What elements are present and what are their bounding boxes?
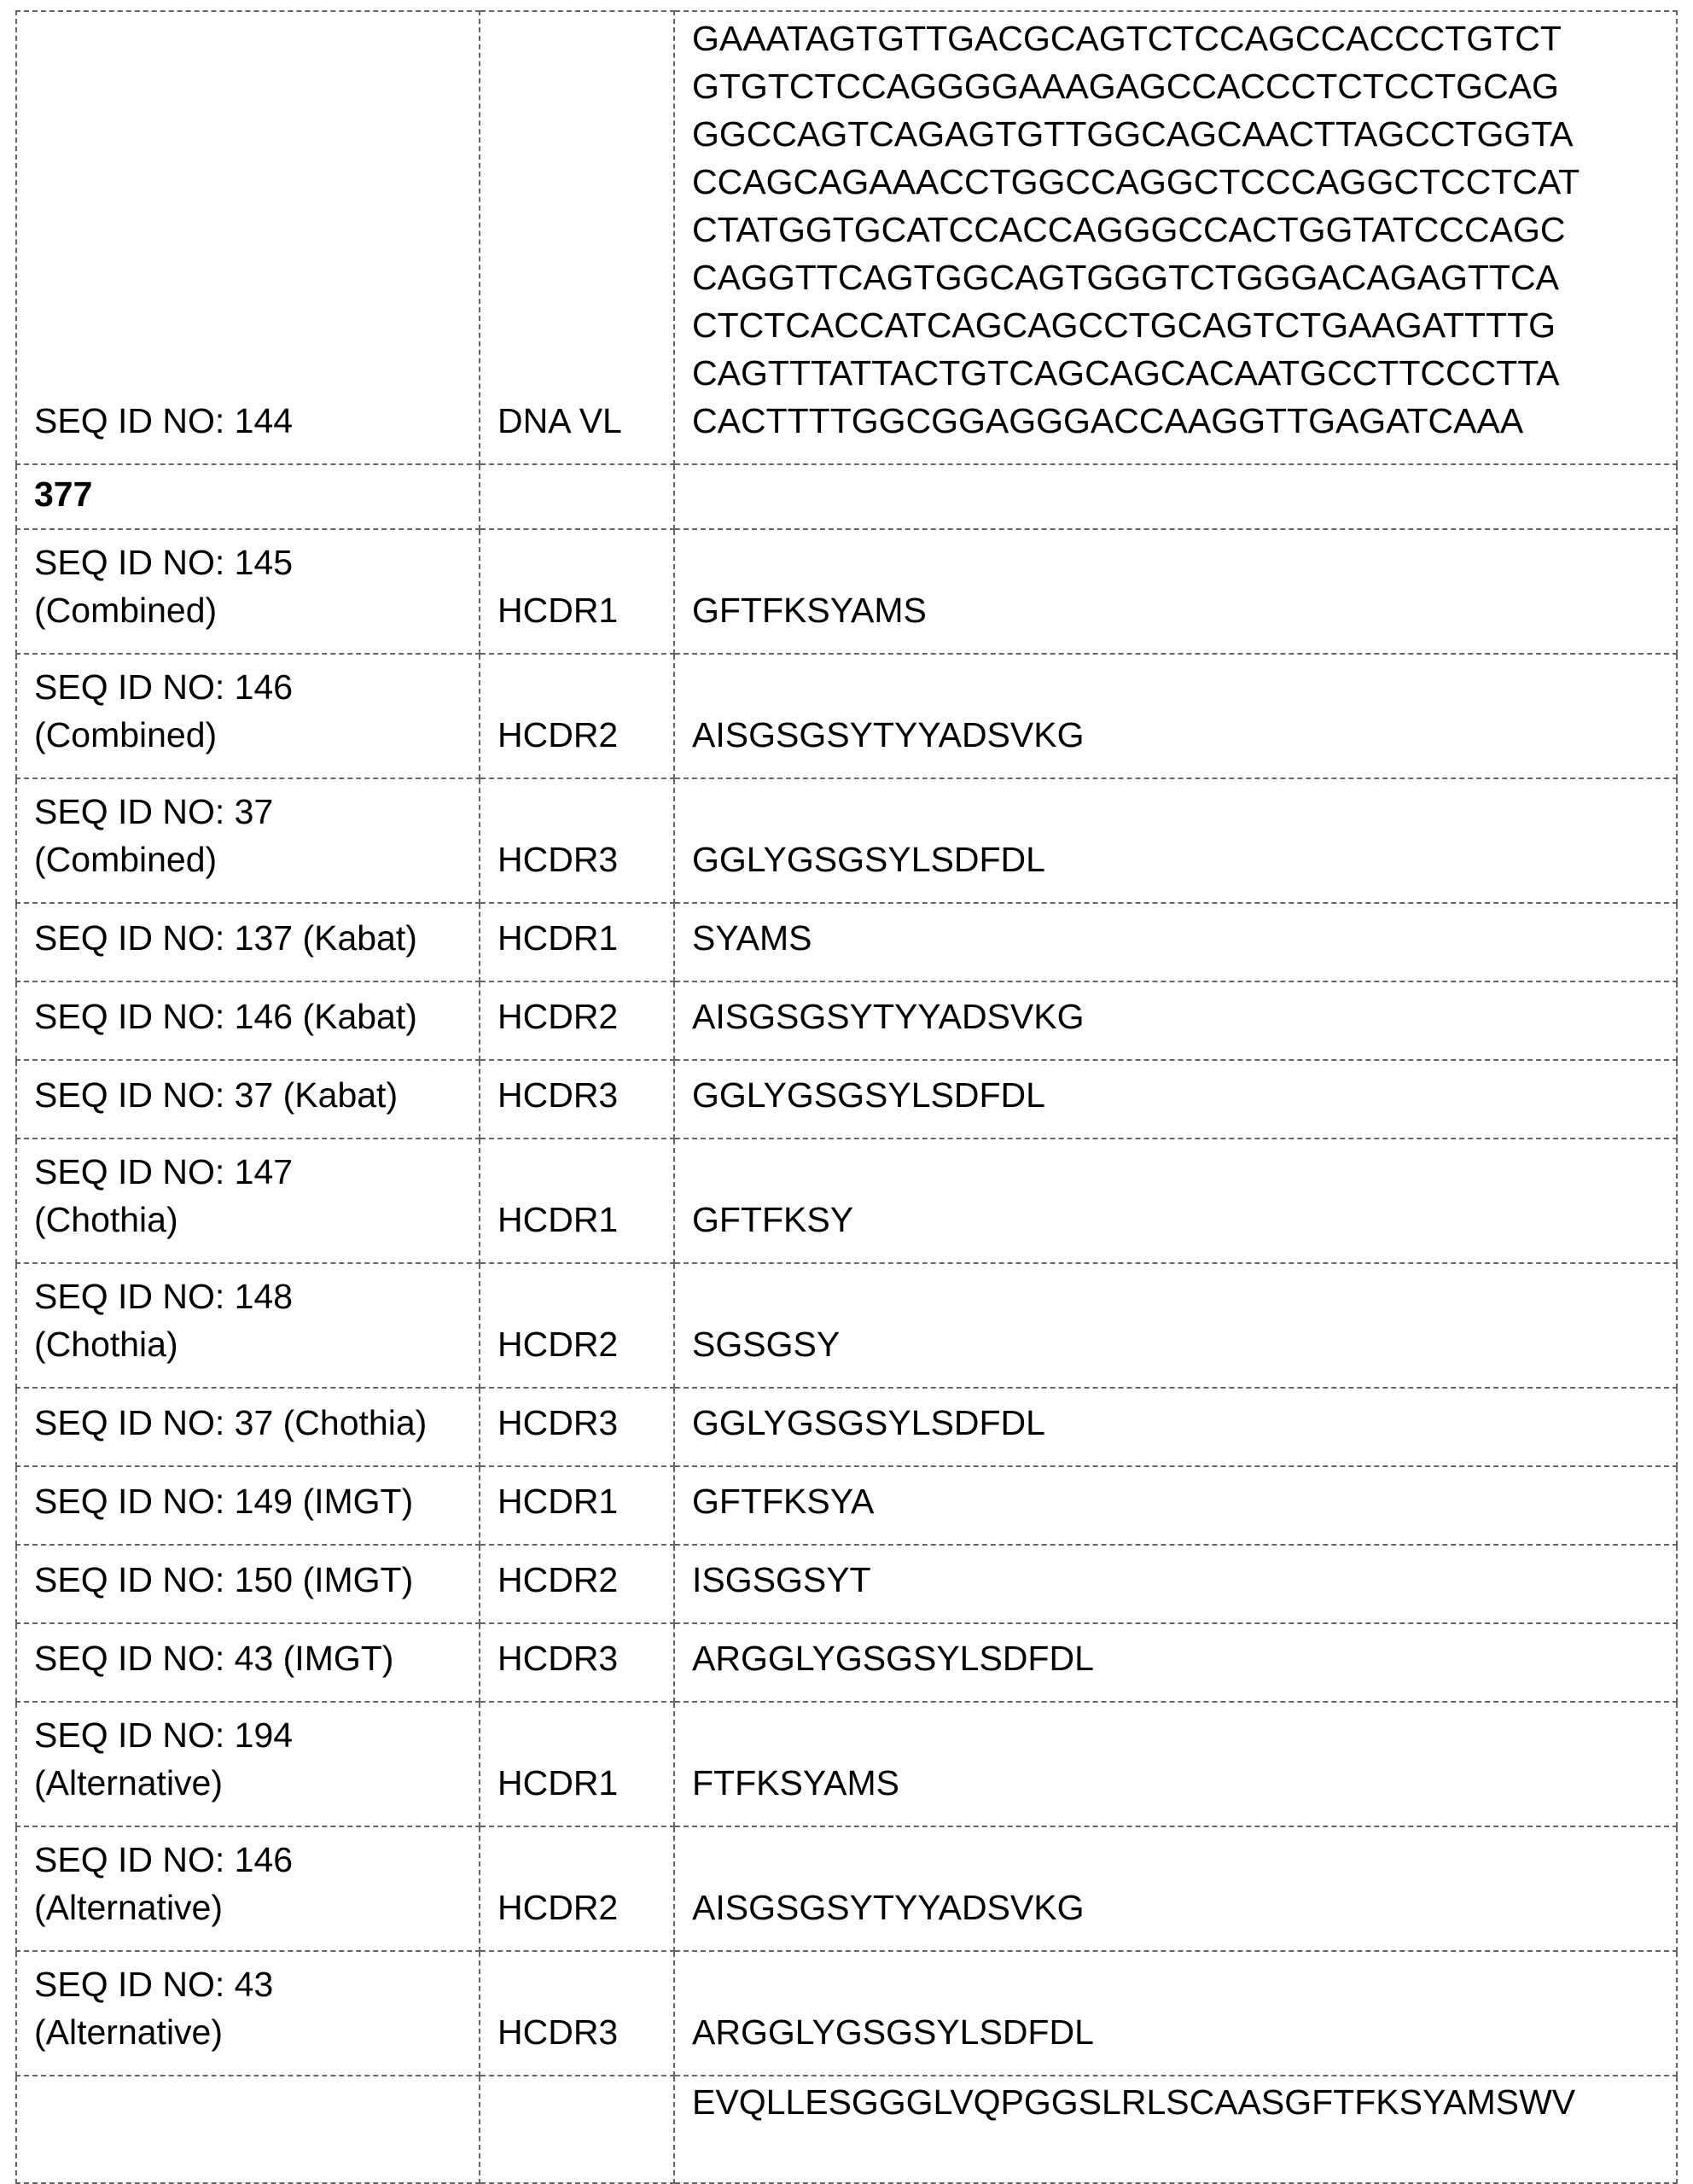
sequence-cell: EVQLLESGGGLVQPGGSLRLSCAASGFTFKSYAMSWV xyxy=(674,2076,1677,2183)
table-row xyxy=(16,1951,1677,2076)
region-type-cell: HCDR2 xyxy=(480,981,674,1060)
numbering-scheme: (Alternative) xyxy=(34,1759,462,1807)
table-row-dna-vl xyxy=(16,11,1677,464)
table-row xyxy=(16,1060,1677,1139)
seq-id-cell xyxy=(16,981,480,1060)
seq-id: SEQ ID NO: 149 (IMGT) xyxy=(34,1477,462,1525)
seq-id: SEQ ID NO: 147 xyxy=(34,1148,462,1196)
empty-cell xyxy=(674,464,1677,529)
numbering-scheme: (Combined) xyxy=(34,711,462,759)
sequence-cell: GGLYGSGSYLSDFDL xyxy=(674,1388,1677,1466)
seq-id-cell xyxy=(16,1466,480,1545)
table-row xyxy=(16,1623,1677,1702)
sequence-cell: GGLYGSGSYLSDFDL xyxy=(674,778,1677,903)
section-header: 377 xyxy=(16,464,480,529)
seq-id: SEQ ID NO: 146 xyxy=(34,663,462,711)
table-row xyxy=(16,654,1677,778)
sequence-cell: SGSGSY xyxy=(674,1263,1677,1388)
region-type-cell: HCDR2 xyxy=(480,654,674,778)
sequence-table xyxy=(15,10,1678,2184)
table-row xyxy=(16,529,1677,654)
numbering-scheme: (Chothia) xyxy=(34,1320,462,1368)
seq-id: SEQ ID NO: 146 xyxy=(34,1836,462,1884)
seq-id-cell xyxy=(16,1139,480,1263)
region-type-cell: HCDR3 xyxy=(480,1951,674,2076)
seq-id-cell xyxy=(16,1951,480,2076)
seq-id-cell xyxy=(16,903,480,981)
sequence-cell xyxy=(674,11,1677,464)
dna-sequence-line: CCAGCAGAAACCTGGCCAGGCTCCCAGGCTCCTCAT xyxy=(692,158,1659,206)
dna-sequence-line: GGCCAGTCAGAGTGTTGGCAGCAACTTAGCCTGGTA xyxy=(692,110,1659,158)
seq-id-cell xyxy=(16,1623,480,1702)
table-row xyxy=(16,1139,1677,1263)
seq-id-cell xyxy=(16,1263,480,1388)
region-type-cell: HCDR1 xyxy=(480,529,674,654)
sequence-cell: GFTFKSY xyxy=(674,1139,1677,1263)
region-type-cell: HCDR3 xyxy=(480,778,674,903)
table-row xyxy=(16,981,1677,1060)
table-row xyxy=(16,778,1677,903)
sequence-cell: GFTFKSYA xyxy=(674,1466,1677,1545)
seq-id: SEQ ID NO: 137 (Kabat) xyxy=(34,914,462,962)
empty-cell xyxy=(480,464,674,529)
dna-sequence-line: CACTTTTGGCGGAGGGACCAAGGTTGAGATCAAA xyxy=(692,397,1659,445)
seq-id-cell xyxy=(16,529,480,654)
region-type-cell: HCDR3 xyxy=(480,1623,674,1702)
sequence-cell: ISGSGSYT xyxy=(674,1545,1677,1623)
section-header-row xyxy=(16,464,1677,529)
region-type-cell: HCDR1 xyxy=(480,1702,674,1826)
region-type-cell: HCDR3 xyxy=(480,1388,674,1466)
numbering-scheme: (Chothia) xyxy=(34,1196,462,1243)
sequence-cell: SYAMS xyxy=(674,903,1677,981)
seq-id: SEQ ID NO: 37 (Kabat) xyxy=(34,1071,462,1119)
seq-id: SEQ ID NO: 146 (Kabat) xyxy=(34,993,462,1040)
seq-id: SEQ ID NO: 43 (IMGT) xyxy=(34,1634,462,1682)
numbering-scheme: (Alternative) xyxy=(34,1884,462,1931)
seq-id-cell xyxy=(16,654,480,778)
sequence-cell: AISGSGSYTYYADSVKG xyxy=(674,981,1677,1060)
table-row xyxy=(16,1466,1677,1545)
seq-id: SEQ ID NO: 148 xyxy=(34,1273,462,1320)
seq-id: SEQ ID NO: 194 xyxy=(34,1711,462,1759)
numbering-scheme: (Alternative) xyxy=(34,2008,462,2056)
seq-id-cell xyxy=(16,1826,480,1951)
seq-id-cell xyxy=(16,1545,480,1623)
seq-id: SEQ ID NO: 37 xyxy=(34,788,462,836)
sequence-cell: AISGSGSYTYYADSVKG xyxy=(674,654,1677,778)
table-row xyxy=(16,1263,1677,1388)
seq-id-cell xyxy=(16,2076,480,2183)
table-row-partial xyxy=(16,2076,1677,2183)
table-row xyxy=(16,1702,1677,1826)
dna-sequence-line: CTATGGTGCATCCACCAGGGCCACTGGTATCCCAGC xyxy=(692,206,1659,253)
seq-id: SEQ ID NO: 150 (IMGT) xyxy=(34,1556,462,1604)
numbering-scheme: (Combined) xyxy=(34,586,462,634)
seq-id-cell xyxy=(16,778,480,903)
region-type-cell: HCDR1 xyxy=(480,903,674,981)
region-type-cell xyxy=(480,2076,674,2183)
seq-id: SEQ ID NO: 43 xyxy=(34,1960,462,2008)
region-type-cell: HCDR1 xyxy=(480,1139,674,1263)
sequence-cell: GFTFKSYAMS xyxy=(674,529,1677,654)
seq-id-cell: SEQ ID NO: 144 xyxy=(16,11,480,464)
table-row xyxy=(16,1545,1677,1623)
table-row xyxy=(16,903,1677,981)
region-type-cell: HCDR2 xyxy=(480,1545,674,1623)
seq-id-cell xyxy=(16,1388,480,1466)
sequence-cell: ARGGLYGSGSYLSDFDL xyxy=(674,1623,1677,1702)
region-type-cell: DNA VL xyxy=(480,11,674,464)
seq-id-cell xyxy=(16,1060,480,1139)
dna-sequence-line: CTCTCACCATCAGCAGCCTGCAGTCTGAAGATTTTG xyxy=(692,301,1659,349)
region-type-cell: HCDR2 xyxy=(480,1826,674,1951)
dna-sequence-line: GAAATAGTGTTGACGCAGTCTCCAGCCACCCTGTCT xyxy=(692,15,1659,62)
dna-sequence-line: GTGTCTCCAGGGGAAAGAGCCACCCTCTCCTGCAG xyxy=(692,62,1659,110)
sequence-cell: GGLYGSGSYLSDFDL xyxy=(674,1060,1677,1139)
seq-id: SEQ ID NO: 145 xyxy=(34,539,462,586)
table-row xyxy=(16,1388,1677,1466)
dna-sequence-line: CAGGTTCAGTGGCAGTGGGTCTGGGACAGAGTTCA xyxy=(692,253,1659,301)
seq-id: SEQ ID NO: 37 (Chothia) xyxy=(34,1399,462,1447)
region-type-cell: HCDR1 xyxy=(480,1466,674,1545)
table-row xyxy=(16,1826,1677,1951)
sequence-cell: AISGSGSYTYYADSVKG xyxy=(674,1826,1677,1951)
sequence-cell: FTFKSYAMS xyxy=(674,1702,1677,1826)
sequence-cell: ARGGLYGSGSYLSDFDL xyxy=(674,1951,1677,2076)
region-type-cell: HCDR2 xyxy=(480,1263,674,1388)
numbering-scheme: (Combined) xyxy=(34,836,462,883)
dna-sequence-line: CAGTTTATTACTGTCAGCAGCACAATGCCTTCCCTTA xyxy=(692,349,1659,397)
seq-id-cell xyxy=(16,1702,480,1826)
region-type-cell: HCDR3 xyxy=(480,1060,674,1139)
